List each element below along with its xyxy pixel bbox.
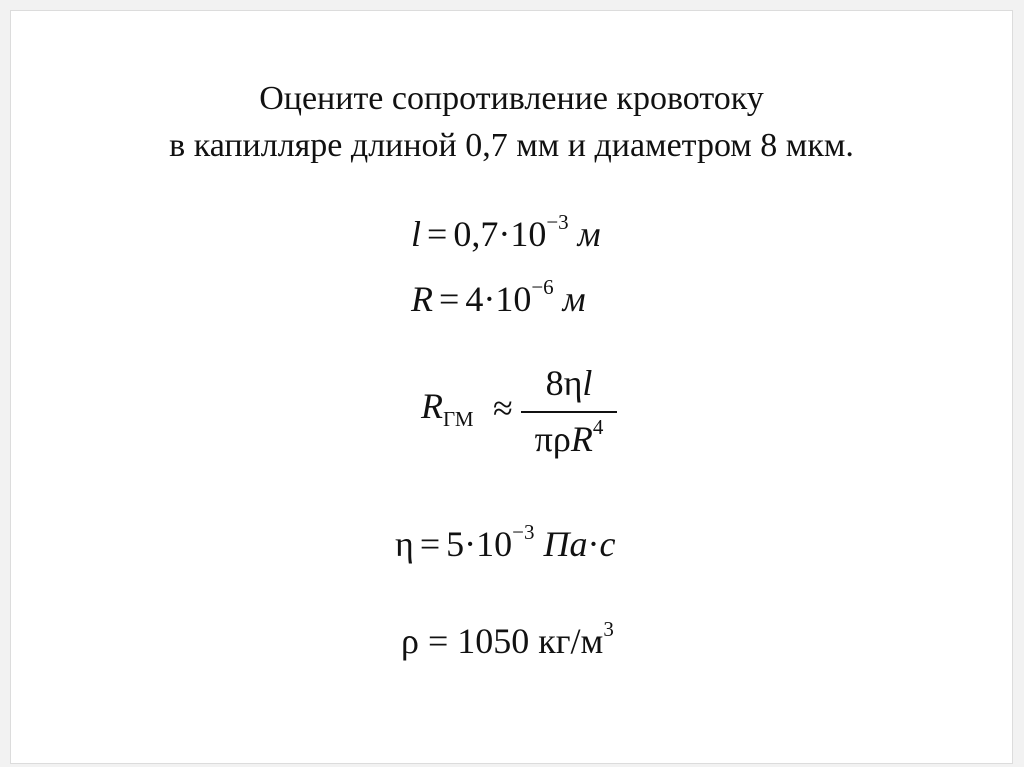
radius-symbol: R bbox=[411, 279, 433, 319]
viscosity-unit-s: с bbox=[599, 524, 616, 564]
density-exponent: 3 bbox=[603, 617, 614, 641]
power-base: 10 bbox=[510, 214, 547, 254]
numerator-length: l bbox=[582, 363, 593, 403]
length-unit: м bbox=[577, 214, 601, 254]
formula-radius bbox=[411, 275, 586, 324]
fraction-numerator bbox=[521, 363, 617, 403]
denominator-exponent: 4 bbox=[592, 415, 604, 439]
radius-unit: м bbox=[562, 279, 586, 319]
power-base: 10 bbox=[476, 524, 513, 564]
slide-title-line-2: в капилляре длиной 0,7 мм и диаметром 8 мкм. bbox=[169, 127, 854, 164]
formula-length bbox=[411, 210, 601, 259]
fraction-bar bbox=[521, 411, 617, 413]
slide-title-line-1: Оцените сопротивление кровотоку bbox=[259, 80, 764, 117]
density-text: ρ = 1050 кг/м bbox=[401, 621, 604, 661]
approx-sign: ≈ bbox=[493, 388, 513, 428]
radius-coefficient: 4 bbox=[465, 279, 484, 319]
denominator-constants: πρ bbox=[534, 419, 571, 459]
viscosity-coefficient: 5 bbox=[446, 524, 465, 564]
slide bbox=[10, 10, 1013, 764]
multiply-dot: · bbox=[464, 524, 477, 564]
resistance-letter: R bbox=[421, 386, 443, 426]
power-exponent: −3 bbox=[546, 210, 569, 234]
equals-sign: = bbox=[427, 214, 448, 254]
viscosity-symbol: η bbox=[395, 524, 414, 564]
equals-sign: = bbox=[419, 524, 441, 564]
multiply-dot: · bbox=[498, 214, 511, 254]
length-symbol: l bbox=[411, 214, 422, 254]
power-exponent: −6 bbox=[531, 275, 554, 299]
fraction-denominator bbox=[521, 415, 617, 464]
viscosity-unit-pa: Па bbox=[543, 524, 588, 564]
resistance-symbol bbox=[421, 386, 474, 431]
power-exponent: −3 bbox=[512, 520, 535, 544]
formula-density bbox=[401, 617, 614, 666]
power-base: 10 bbox=[495, 279, 532, 319]
resistance-subscript: ГМ bbox=[443, 407, 474, 431]
equals-sign: = bbox=[439, 279, 460, 319]
length-coefficient: 0,7 bbox=[453, 214, 499, 254]
multiply-dot: · bbox=[587, 524, 600, 564]
formula-viscosity bbox=[395, 520, 616, 569]
multiply-dot: · bbox=[483, 279, 496, 319]
denominator-radius: R bbox=[570, 419, 593, 459]
numerator-coefficient: 8η bbox=[545, 363, 583, 403]
